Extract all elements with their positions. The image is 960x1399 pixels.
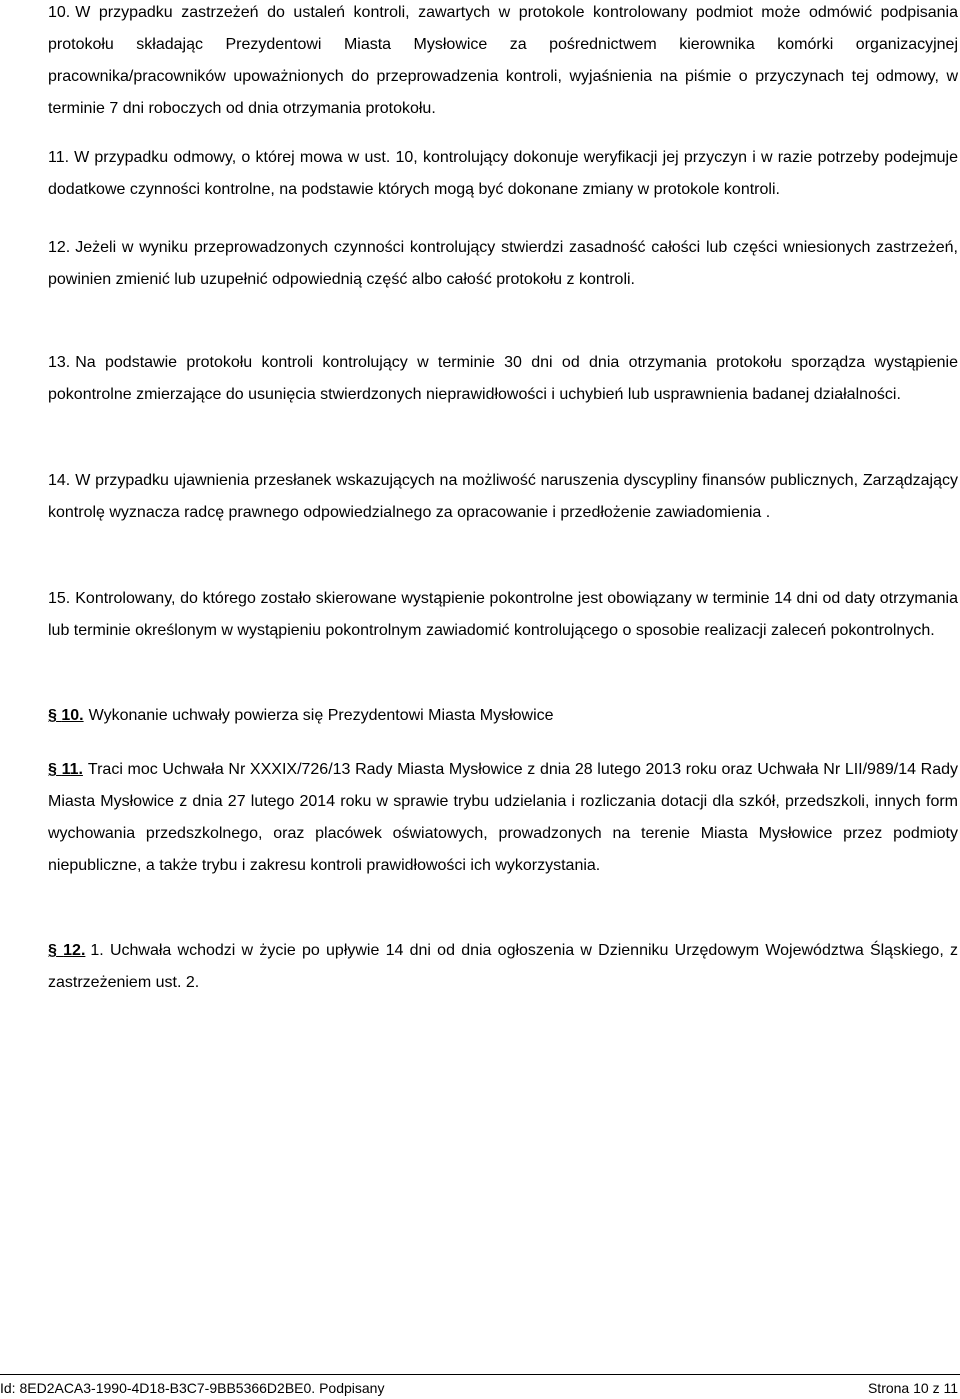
paragraph-text: W przypadku odmowy, o której mowa w ust. 10, kontrolujący dokonuje weryfikacji jej przyczyn i w razie potrzeby podejmuje dodatkowe czynności kontrolne, na podstawie których mogą być dokonane zmiany w protokole kontroli.	[48, 149, 958, 198]
paragraph-text: W przypadku zastrzeżeń do ustaleń kontroli, zawartych w protokole kontrolowany podmiot może odmówić podpisania protokołu składając Prezydentowi Miasta Mysłowice za pośrednictwem kierownika komórki organizacyjnej pracownika/pracowników upoważnionych do przeprowadzenia kontroli, wyjaśnienia na piśmie o przyczynach tej odmowy, w terminie 7 dni roboczych od dnia otrzymania protokołu.	[48, 4, 958, 117]
paragraph-number: 11.	[48, 149, 70, 166]
paragraph-13	[48, 347, 958, 411]
paragraph-number: 15.	[48, 590, 71, 607]
footer-page-number: Strona 10 z 11	[867, 1380, 958, 1396]
paragraph-text: Na podstawie protokołu kontroli kontrolujący w terminie 30 dni od dnia otrzymania protokołu sporządza wystąpienie pokontrolne zmierzające do usunięcia stwierdzonych nieprawidłowości i uchybień lub usprawnienia badanej działalności.	[48, 354, 958, 403]
paragraph-text: Kontrolowany, do którego zostało skierowane wystąpienie pokontrolne jest obowiązany w terminie 14 dni od daty otrzymania lub terminie określonym w wystąpieniu pokontrolnym zawiadomić kontrolującego o sposobie realizacji zaleceń pokontrolnych.	[48, 590, 958, 639]
section-symbol: §	[48, 761, 57, 778]
paragraph-12	[48, 232, 958, 296]
section-marker	[48, 942, 85, 959]
paragraph-text: Jeżeli w wyniku przeprowadzonych czynności kontrolujący stwierdzi zasadność całości lub części wniesionych zastrzeżeń, powinien zmienić lub uzupełnić odpowiednią część albo całość protokołu z kontroli.	[48, 239, 958, 288]
paragraph-15	[48, 583, 958, 647]
section-12	[48, 935, 958, 999]
section-text: Traci moc Uchwała Nr XXXIX/726/13 Rady Miasta Mysłowice z dnia 28 lutego 2013 roku oraz Uchwała Nr LII/989/14 Rady Miasta Mysłowice z dnia 27 lutego 2014 roku w sprawie trybu udzielania i rozliczania dotacji dla szkół, przedszkoli, innych form wychowania przedszkolnego, oraz placówek oświatowych, prowadzonych na terenie Miasta Mysłowice przez podmioty niepubliczne, a także trybu i zakresu kontroli prawidłowości ich wykorzystania.	[48, 761, 958, 874]
section-marker	[48, 761, 83, 778]
paragraph-10	[48, 0, 958, 125]
section-marker	[48, 707, 84, 724]
footer-document-id: Id: 8ED2ACA3-1990-4D18-B3C7-9BB5366D2BE0. Podpisany	[0, 1380, 385, 1396]
section-symbol: §	[48, 707, 57, 724]
section-number: 12.	[63, 942, 86, 959]
section-text: Wykonanie uchwały powierza się Prezydentowi Miasta Mysłowice	[88, 707, 554, 724]
section-symbol: §	[48, 942, 57, 959]
paragraph-14	[48, 465, 958, 529]
paragraph-number: 13.	[48, 354, 71, 371]
footer-divider	[0, 1374, 960, 1375]
paragraph-11	[48, 142, 958, 206]
paragraph-number: 14.	[48, 472, 71, 489]
section-text: 1. Uchwała wchodzi w życie po upływie 14 dni od dnia ogłoszenia w Dzienniku Urzędowym Województwa Śląskiego, z zastrzeżeniem ust. 2.	[48, 942, 958, 991]
paragraph-number: 10.	[48, 4, 71, 21]
section-11	[48, 754, 958, 882]
section-number: 10.	[61, 707, 84, 724]
paragraph-text: W przypadku ujawnienia przesłanek wskazujących na możliwość naruszenia dyscypliny finansów publicznych, Zarządzający kontrolę wyznacza radcę prawnego odpowiedzialnego za opracowanie i przedłożenie zawiadomienia .	[48, 472, 958, 521]
section-number: 11.	[61, 761, 83, 778]
paragraph-number: 12.	[48, 239, 71, 256]
section-10	[48, 700, 958, 732]
